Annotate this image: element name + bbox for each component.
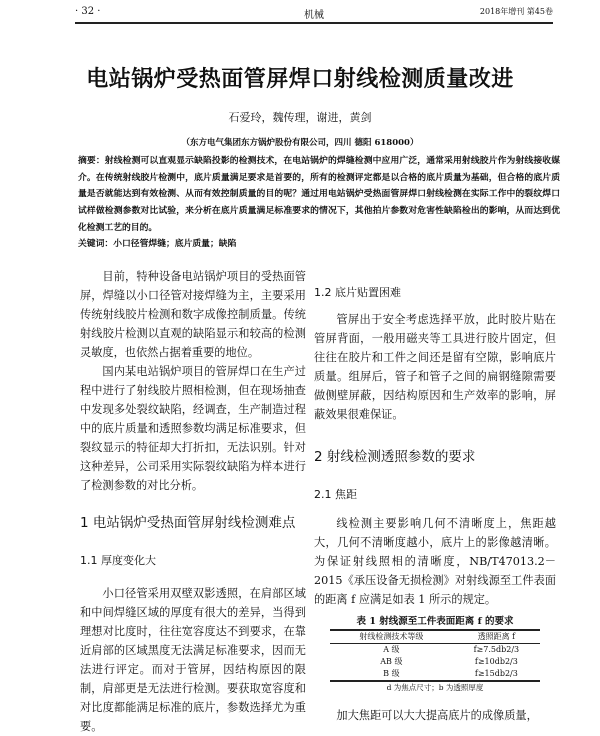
intro-paragraph-2: 国内某电站锅炉项目的管屏焊口在生产过程中进行了射线胶片照相检测，但在现场抽查中发现多处裂纹缺陷，经调查，生产制造过程中的底片质量和透照参数均满足标准要求，但裂纹显示的特征却大打折扣，无法识别。针对这种差异，公司采用实际裂纹缺陷为样本进行了检测参数的对比分析。 bbox=[80, 365, 306, 492]
section-2-1-paragraph-2: 加大焦距可以大大提高底片的成像质量， bbox=[336, 709, 538, 722]
abstract-label: 摘要： bbox=[78, 156, 105, 166]
table-body bbox=[330, 629, 540, 682]
table-header: 透照距离 f bbox=[477, 632, 516, 641]
section-2-1-paragraph: 线检测主要影响几何不清晰度上，焦距越大，几何不清晰度越小，底片上的影像越清晰。为保证射线照相的清晰度，NB/T47013.2－2015《承压设备无损检测》对射线源至工件表面的距离 f 应满足如表 1 所示的规定。 bbox=[314, 517, 556, 606]
table-caption: 表 1 射线源至工件表面距离 f 的要求 bbox=[356, 616, 514, 627]
left-column bbox=[80, 267, 306, 736]
section-1-2-heading: 1.2 底片贴置困难 bbox=[314, 286, 401, 299]
table-row bbox=[330, 656, 540, 668]
table-note: d 为焦点尺寸；b 为透照厚度 bbox=[386, 683, 484, 692]
right-column bbox=[314, 283, 556, 725]
section-1-1-heading: 1.1 厚度变化大 bbox=[80, 554, 156, 567]
table-cell: B 级 bbox=[383, 669, 400, 678]
section-1-1-paragraph: 小口径管采用双壁双影透照，在肩部区域和中间焊缝区域的厚度有很大的差异，当得到理想对比度时，往往宽容度达不到要求，在靠近肩部的区域黑度无法满足标准要求，因而无法进行评定。而对于管屏，因结构原因的限制，肩部更是无法进行检测。要获取宽容度和对比度都能满足标准的底片，参数选择尤为重要。 bbox=[80, 587, 306, 733]
table-cell: AB 级 bbox=[380, 657, 403, 666]
section-2-1-heading: 2.1 焦距 bbox=[314, 488, 357, 501]
keywords bbox=[78, 236, 560, 249]
table-header: 射线检测技术等级 bbox=[359, 632, 424, 641]
authors: 石爱玲，魏传理，谢进，黄剑 bbox=[228, 111, 372, 124]
paper-title: 电站锅炉受热面管屏焊口射线检测质量改进 bbox=[86, 67, 514, 92]
section-2-heading: 2 射线检测透照参数的要求 bbox=[314, 449, 476, 465]
abstract-text: 射线检测可以直观显示缺陷投影的检测技术，在电站锅炉的焊缝检测中应用广泛，通常采用射线胶片作为射线接收媒介。在传统射线胶片检测中，底片质量满足要求是首要的，所有的检测评定都是以合格的底片质量为基础，但合格的底片质量是否就能达到有效检测、从而有效控制质量的目的呢？通过用电站锅炉受热面管屏焊口射线检测在实际工作中的裂纹焊口试样做检测参数对比试验，来分析在底片质量满足标准要求的情况下，其他拍片参数对危害性缺陷检出的影响，从而达到优化检测工艺的目的。 bbox=[78, 156, 560, 233]
keywords-text: 小口径管焊缝；底片质量；缺陷 bbox=[113, 239, 237, 249]
intro-paragraph-1: 目前，特种设备电站锅炉项目的受热面管屏，焊缝以小口径管对接焊缝为主，主要采用传统射线胶片检测和数字成像控制质量。传统射线胶片检测以直观的缺陷显示和较高的检测灵敏度，也依然占据着重要的地位。 bbox=[80, 270, 306, 359]
section-1-heading: 1 电站锅炉受热面管屏射线检测难点 bbox=[80, 515, 296, 531]
running-header bbox=[75, 6, 553, 24]
table-cell: f≥15db2/3 bbox=[474, 669, 518, 678]
table-row bbox=[330, 668, 540, 681]
table-cell: A 级 bbox=[383, 645, 400, 654]
table-cell: f≥10db2/3 bbox=[474, 657, 518, 666]
page-number: · 32 · bbox=[75, 6, 101, 17]
issue-info: 2018年增刊 第45卷 bbox=[479, 7, 553, 16]
journal-name: 机械 bbox=[304, 10, 324, 21]
section-1-2-paragraph: 管屏出于安全考虑选择平放，此时胶片贴在管屏背面，一般用磁夹等工具进行胶片固定，但往往在胶片和工件之间还是留有空隙，影响底片质量。组屏后，管子和管子之间的扁钢缝隙需要做侧壁屏蔽，因结构原因和生产效率的影响，屏蔽效果很难保证。 bbox=[314, 313, 556, 421]
table-1 bbox=[330, 615, 540, 694]
table-cell: f≥7.5db2/3 bbox=[473, 645, 520, 654]
table-row bbox=[330, 644, 540, 657]
affiliation: （东方电气集团东方锅炉股份有限公司，四川 德阳 618000） bbox=[181, 138, 419, 148]
keywords-label: 关键词： bbox=[78, 239, 114, 249]
abstract bbox=[78, 153, 560, 237]
